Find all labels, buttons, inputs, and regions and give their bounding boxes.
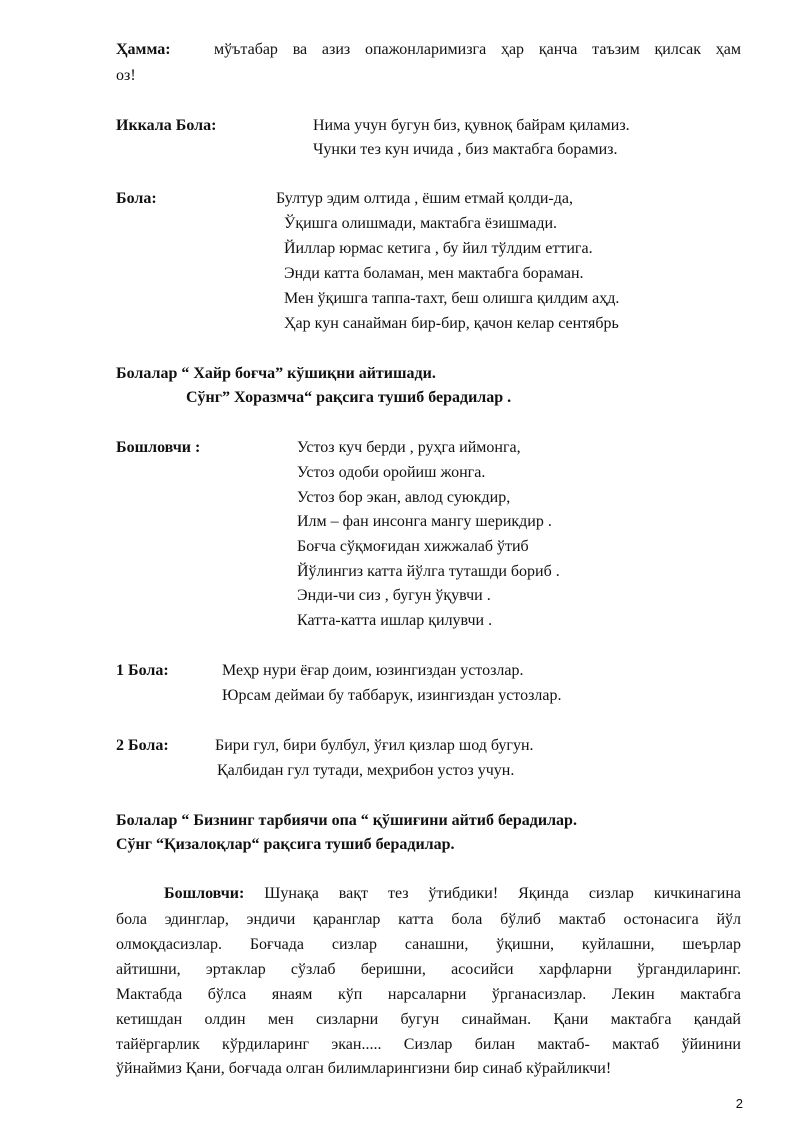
bola-1-line-2: Юрсам деймаи бу таббарук, изингиздан устозлар. [222,687,562,704]
speaker-bola-2: 2 Бола: [116,737,169,754]
bola-line-1: Бултур эдим олтида , ёшим етмай қолди-да, [276,190,573,207]
ikkala-line-2: Чунки тез кун ичида , биз мактабга борамиз. [313,141,618,158]
boshlovchi-line-4: Илм – фан инсонга мангу шерикдир . [297,513,552,530]
final-paragraph-line-7: тайёргарлик кўрдиларинг экан..... Сизлар билан мактаб- мактаб ўйинини [116,1036,741,1053]
speaker-boshlovchi: Бошловчи : [116,439,201,456]
final-paragraph-line-4: айтишни, эртаклар сўзлаб беришни, асосийси харфларни ўргандиларинг. [116,961,741,978]
bola-2-line-2: Қалбидан гул тутади, меҳрибон устоз учун. [217,762,515,779]
final-paragraph-line-5: Мактабда бўлса янаям кўп нарсаларни ўрганасизлар. Лекин мактабга [116,986,741,1003]
boshlovchi-line-1: Устоз куч берди , руҳга иймонга, [297,439,521,456]
speaker-bola: Бола: [116,190,157,207]
bola-line-2: Ўқишга олишмади, мактабга ёзишмади. [284,215,558,232]
final-paragraph-line-2: бола эдинглар, эндичи қаранглар катта бола бўлиб мактаб остонасига йўл [116,911,741,928]
stage-direction-1-line-1: Болалар “ Хайр боғча” кўшиқни айтишади. [116,365,436,382]
speaker-hamma: Ҳамма: [116,41,171,58]
boshlovchi-line-7: Энди-чи сиз , бугун ўқувчи . [297,587,491,604]
final-paragraph-line-1 [164,884,741,904]
bola-1-line-1: Меҳр нури ёғар доим, юзингиздан устозлар. [222,662,524,679]
boshlovchi-line-2: Устоз одоби оройиш жонга. [297,464,486,481]
bola-line-3: Йиллар юрмас кетига , бу йил тўлдим еттига. [284,240,593,257]
bola-line-4: Энди катта боламан, мен мактабга бораман. [284,265,584,282]
final-paragraph-line-3: олмоқдасизлар. Боғчада сизлар санашни, ўқишни, куйлашни, шеърлар [116,936,741,953]
hamma-line-1: мўътабар ва азиз опажонларимизга ҳар қанча таъзим қилсак ҳам [214,41,741,58]
stage-direction-2-line-1: Болалар “ Бизнинг тарбиячи опа “ қўшиғини айтиб берадилар. [116,812,577,829]
boshlovchi-line-6: Йўлингиз катта йўлга туташди бориб . [297,563,560,580]
bola-2-line-1: Бири гул, бири булбул, ўғил қизлар шод бугун. [215,737,534,754]
boshlovchi-line-5: Боғча сўқмоғидан хижжалаб ўтиб [297,538,529,555]
hamma-line-2: оз! [116,67,136,84]
speaker-bola-1: 1 Бола: [116,662,169,679]
bola-line-5: Мен ўқишга таппа-тахт, беш олишга қилдим аҳд. [284,290,620,307]
final-paragraph-line-6: кетишдан олдин мен сизларни бугун синайман. Қани мактабга қандай [116,1011,741,1028]
stage-direction-2-line-2: Сўнг “Қизалоқлар“ рақсига тушиб берадилар. [116,836,455,853]
boshlovchi-line-3: Устоз бор экан, авлод суюкдир, [297,489,511,506]
speaker-ikkala-bola: Иккала Бола: [116,117,217,134]
final-line-1-text: Шунақа вақт тез ўтибдики! Яқинда сизлар кичкинагина [244,885,741,902]
speaker-boshlovchi-final: Бошловчи: [164,885,245,902]
bola-line-6: Ҳар кун санайман бир-бир, қачон келар сентябрь [284,315,619,332]
page-number: 2 [735,1096,743,1111]
stage-direction-1-line-2: Сўнг” Хоразмча“ рақсига тушиб берадилар . [186,389,512,406]
final-paragraph-line-8: ўйнаймиз Қани, боғчада олган билимларингизни бир синаб кўрайликчи! [116,1060,612,1077]
boshlovchi-line-8: Катта-катта ишлар қилувчи . [297,612,493,629]
ikkala-line-1: Нима учун бугун биз, қувноқ байрам қиламиз. [313,117,630,134]
